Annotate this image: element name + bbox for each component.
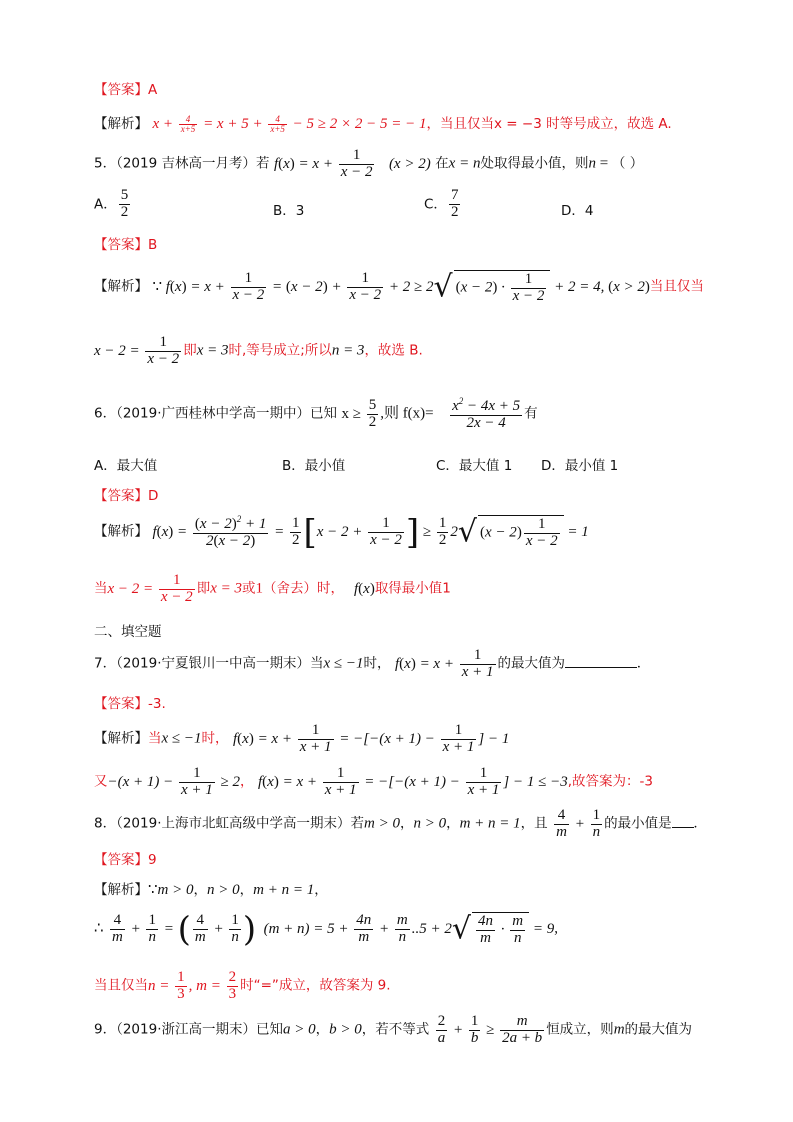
q5-condition: (x > 2) [388, 155, 431, 172]
q6-source: （2019·广西桂林中学高一期中）已知 [116, 405, 337, 422]
q7-stem: 7．（2019·宁夏银川一中高一期末）当x ≤ −1时， f(x) = x + $\frac{1}{x + 1}$ 的最大值为 . [94, 647, 641, 680]
q8-analysis-line1: 【解析】∵m > 0，n > 0，m + n = 1， [94, 882, 328, 898]
q5-option-c: C． $\frac{7}{2}$ [424, 187, 459, 220]
q5-source: （2019 吉林高一月考）若 [116, 155, 270, 172]
q4-formula: x + $\frac{4}{x+5}$ = x + 5 + $\frac{4}{x+5}$ − 5 ≥ 2 × 2 − 5 = − 1 [152, 113, 427, 135]
q5-function: f(x) = x + $\frac{1}{x - 2}$ [273, 147, 373, 180]
q7-analysis-line2: 又−(x + 1) − $\frac{1}{x + 1}$ ≥ 2， f(x) = x + $\frac{1}{x + 1}$ = −[−(x + 1) − $\frac{1}{x + 1}$ ] − 1 ≤ −3,故答案为：-3 [94, 765, 653, 798]
q6-analysis-formula: f(x) = $\frac{(x - 2)^2 + 1}{2(x - 2)}$ = $\frac{1}{2}$ [x − 2 + $\frac{1}{x - 2}$ ] ≥ $\frac{1}{2}$ 2√ (x − 2) $\frac{1}{x - 2}$ = 1 [152, 512, 589, 553]
q5-mid: 在 [435, 155, 449, 172]
q6-answer-line: 【答案】D [94, 488, 159, 504]
q8-analysis-line2: ∴ $\frac{4}{m}$ + $\frac{1}{n}$ = ( $\frac{4}{m}$ + $\frac{1}{n}$ ) (m + n) = 5 + $\frac{4n}{m}$ + $\frac{m}{n}$ ..5 + 2√ $\frac{4n}{m}$ · $\frac{m}{n}$ = 9, [94, 909, 558, 950]
q4-answer-line [94, 78, 703, 98]
q5-analysis-line1: 【解析】 ∵ f(x) = x + $\frac{1}{x - 2}$ = (x − 2) + $\frac{1}{x - 2}$ + 2 ≥ 2√ (x − 2) · $\frac{1}{x - 2}$ + 2 = 4, (x > 2)当且仅当 [94, 269, 704, 305]
q4-conclusion: ，当且仅当x = −3 时等号成立，故选 A. [426, 116, 672, 132]
q6-option-d: D．最小值 1 [541, 458, 619, 474]
q7-answer-blank[interactable] [565, 667, 637, 668]
section-title: 二、填空题 [94, 624, 162, 640]
q5-option-a: A． $\frac{5}{2}$ [94, 187, 129, 220]
q7-answer-line: 【答案】-3. [94, 696, 166, 712]
q5-paren: （ ） [611, 155, 644, 172]
q5-answer: B [148, 237, 158, 253]
q4-answer: A [148, 82, 158, 98]
q6-answer: D [148, 488, 159, 504]
q6-stem: 6．（2019·广西桂林中学高一期中）已知 x ≥ $\frac{5}{2}$ ,则 f(x)= $\frac{x^2 - 4x + 5}{2x - 4}$ 有 [94, 396, 538, 431]
q5-option-d: D．4 [561, 203, 594, 219]
answer-label: 【答案】 [94, 82, 148, 98]
q5-option-b: B．3 [273, 203, 305, 219]
q5-answer-line: 【答案】B [94, 237, 158, 253]
q5-stem: 5．（2019 吉林高一月考）若 f(x) = x + $\frac{1}{x - 2}$ (x > 2) 在x = n处取得最小值，则n = （ ） [94, 147, 644, 180]
q5-tail: 处取得最小值，则 [480, 155, 589, 172]
q7-answer: -3. [148, 696, 166, 712]
q6-option-c: C．最大值 1 [436, 458, 513, 474]
q6-analysis-line2: 当x − 2 = $\frac{1}{x - 2}$ 即x = 3或1（舍去）时， f(x)取得最小值1 [94, 572, 451, 605]
analysis-label: 【解析】 [94, 116, 148, 132]
q8-answer: 9 [148, 852, 157, 868]
q8-analysis-line3: 当且仅当n = $\frac{1}{3}$ , m = $\frac{2}{3}$ 时“=”成立，故答案为 9. [94, 969, 391, 1002]
q4-analysis-line [94, 112, 703, 135]
q6-option-b: B．最小值 [282, 458, 346, 474]
q8-source: （2019·上海市北虹高级中学高一期末）若 [116, 815, 364, 832]
q6-analysis-line1: 【解析】 f(x) = $\frac{(x - 2)^2 + 1}{2(x - 2)}$ = $\frac{1}{2}$ [x − 2 + $\frac{1}{x - 2}$ ] ≥ $\frac{1}{2}$ 2√ (x − 2) $\frac{1}{x - 2}$ = 1 [94, 512, 589, 553]
q9-source: （2019·浙江高一期末）已知 [116, 1021, 283, 1038]
q8-answer-blank[interactable] [672, 827, 694, 828]
q8-stem: 8．（2019·上海市北虹高级中学高一期末）若m > 0，n > 0，m + n = 1，且 $\frac{4}{m}$ + $\frac{1}{n}$ 的最小值是 . [94, 807, 698, 840]
q6-option-a: A．最大值 [94, 458, 158, 474]
q7-analysis-line1: 【解析】当x ≤ −1时， f(x) = x + $\frac{1}{x + 1}$ = −[−(x + 1) − $\frac{1}{x + 1}$ ] − 1 [94, 722, 510, 755]
q5-analysis-line2: x − 2 = $\frac{1}{x - 2}$ 即x = 3时,等号成立;所以n = 3，故选 B. [94, 334, 423, 367]
q9-stem: 9．（2019·浙江高一期末）已知a > 0，b > 0，若不等式 $\frac{2}{a}$ + $\frac{1}{b}$ ≥ $\frac{m}{2a + b}$ 恒成立，则m的最大值为 [94, 1013, 693, 1046]
q7-source: （2019·宁夏银川一中高一期末）当 [116, 655, 324, 672]
q5-analysis-formula: ∵ f(x) = x + $\frac{1}{x - 2}$ = (x − 2) + $\frac{1}{x - 2}$ + 2 ≥ 2√ (x − 2) · $\frac{1}{x - 2}$ + 2 = 4, (x > 2) [152, 269, 650, 305]
q8-answer-line: 【答案】9 [94, 852, 157, 868]
q5-number: 5． [94, 155, 117, 172]
